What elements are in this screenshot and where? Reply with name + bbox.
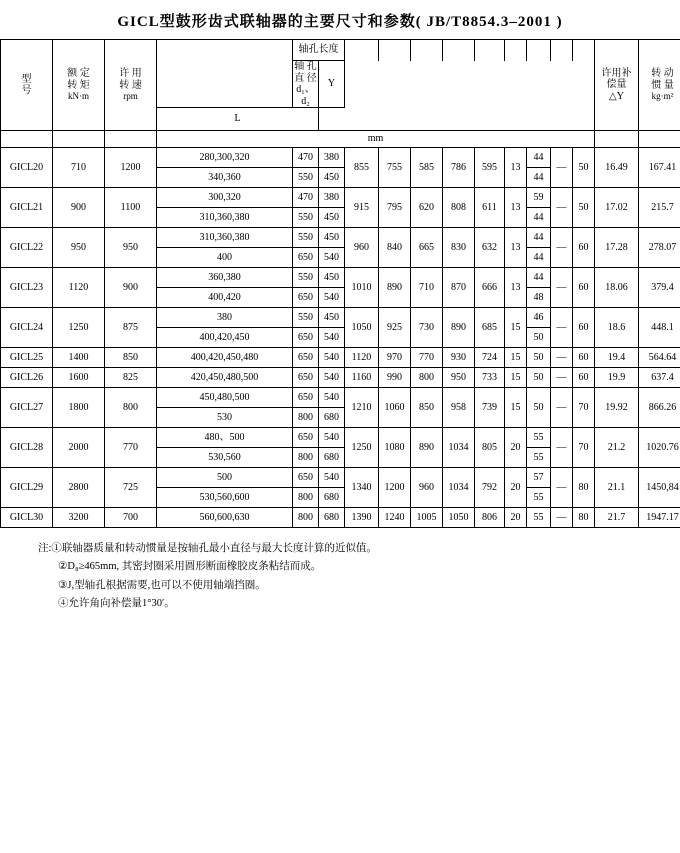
row-B: 950 (443, 368, 475, 388)
row-allowable-compensation: 18.06 (595, 268, 639, 308)
row-A: 724 (475, 348, 505, 368)
unit-blank-type (1, 131, 53, 148)
row-B: 870 (443, 268, 475, 308)
table-body (1, 148, 680, 528)
row-D: 1160 (345, 368, 379, 388)
row-inertia: 1450,84 (639, 468, 680, 508)
row-C: 20 (505, 508, 527, 528)
note-item-0: ①联轴器质量和转动惯量是按轴孔最小直径与最大长度计算的近似值。 (51, 543, 377, 554)
row-C: 13 (505, 268, 527, 308)
row-C1: 50 (527, 348, 551, 368)
row-bore-diameter: 530,560,600 (157, 488, 293, 508)
row-C: 13 (505, 188, 527, 228)
row-C: 15 (505, 388, 527, 428)
row-bore-length-jz: 540 (319, 388, 345, 408)
row-allowable-compensation: 21.1 (595, 468, 639, 508)
row-e: 60 (573, 308, 595, 348)
header-torque-unit: kN·m (53, 91, 104, 101)
row-bore-length-jz: 680 (319, 408, 345, 428)
row-D2: 1005 (411, 508, 443, 528)
header-type-line1: 型 (1, 74, 52, 86)
row-bore-diameter: 310,360,380 (157, 208, 293, 228)
header-inertia-unit: kg·m² (639, 91, 680, 101)
row-B: 930 (443, 348, 475, 368)
row-D1: 890 (379, 268, 411, 308)
row-allowable-compensation: 19.4 (595, 348, 639, 368)
row-D1: 795 (379, 188, 411, 228)
row-bore-diameter: 500 (157, 468, 293, 488)
header-bore-len-y: Y (319, 61, 345, 108)
row-B: 958 (443, 388, 475, 428)
header-type (1, 40, 53, 131)
note-line-3 (58, 595, 680, 613)
row-e: 60 (573, 268, 595, 308)
row-speed: 950 (105, 228, 157, 268)
header-allowable-compensation (595, 40, 639, 131)
page-title: GICL型鼓形齿式联轴器的主要尺寸和参数( JB/T8854.3–2001 ) (0, 10, 680, 31)
row-bore-length-y: 470 (293, 148, 319, 168)
row-speed: 825 (105, 368, 157, 388)
row-torque: 3200 (53, 508, 105, 528)
row-D2: 620 (411, 188, 443, 228)
row-C1: 44 (527, 268, 551, 288)
row-C1: 44 (527, 228, 551, 248)
row-inertia: 215.7 (639, 188, 680, 228)
row-inertia: 1020.76 (639, 428, 680, 468)
row-C2: — (551, 468, 573, 508)
row-bore-length-y: 650 (293, 368, 319, 388)
note-line-2 (58, 577, 680, 595)
header-speed-line1: 许 用 (105, 68, 156, 80)
row-C2: — (551, 388, 573, 428)
row-C: 13 (505, 228, 527, 268)
row-C1: 48 (527, 288, 551, 308)
unit-blank-speed (105, 131, 157, 148)
table-row (1, 348, 680, 368)
row-bore-diameter: 400,420 (157, 288, 293, 308)
row-e: 60 (573, 368, 595, 388)
row-bore-diameter: 300,320 (157, 188, 293, 208)
row-bore-diameter: 400 (157, 248, 293, 268)
row-B: 890 (443, 308, 475, 348)
row-bore-length-jz: 540 (319, 288, 345, 308)
row-bore-length-y: 650 (293, 468, 319, 488)
row-D1: 1200 (379, 468, 411, 508)
row-C1: 50 (527, 388, 551, 428)
row-bore-diameter: 280,300,320 (157, 148, 293, 168)
row-speed: 1200 (105, 148, 157, 188)
header-speed-unit: rpm (105, 91, 156, 101)
row-type: GICL23 (1, 268, 53, 308)
row-bore-length-y: 650 (293, 428, 319, 448)
row-torque: 1800 (53, 388, 105, 428)
header-a-spacer (475, 40, 505, 61)
row-C2: — (551, 368, 573, 388)
row-bore-diameter: 400,420,450 (157, 328, 293, 348)
row-torque: 2800 (53, 468, 105, 508)
header-bore-spacer (157, 40, 293, 61)
row-bore-diameter: 530 (157, 408, 293, 428)
row-C: 20 (505, 428, 527, 468)
row-D2: 960 (411, 468, 443, 508)
row-D1: 840 (379, 228, 411, 268)
note-item-2: ③J,型轴孔根据需要,也可以不使用轴端挡圈。 (58, 580, 266, 591)
row-bore-length-y: 800 (293, 508, 319, 528)
row-B: 1034 (443, 468, 475, 508)
row-type: GICL27 (1, 388, 53, 428)
row-inertia: 866.26 (639, 388, 680, 428)
notes-label: 注: (38, 540, 51, 558)
row-bore-diameter: 360,380 (157, 268, 293, 288)
table-row (1, 188, 680, 208)
page (0, 10, 680, 853)
row-torque: 1400 (53, 348, 105, 368)
row-A: 685 (475, 308, 505, 348)
row-bore-length-y: 800 (293, 488, 319, 508)
header-bore-dia-line1: 轴 孔 直 径 (293, 61, 318, 84)
header-inertia-line2: 惯 量 (639, 80, 680, 92)
row-A: 611 (475, 188, 505, 228)
row-D: 1340 (345, 468, 379, 508)
row-e: 70 (573, 428, 595, 468)
row-bore-length-y: 470 (293, 188, 319, 208)
row-bore-length-jz: 450 (319, 268, 345, 288)
row-inertia: 448.1 (639, 308, 680, 348)
specification-table (0, 39, 680, 528)
row-e: 60 (573, 348, 595, 368)
row-D: 1010 (345, 268, 379, 308)
row-bore-length-jz: 380 (319, 188, 345, 208)
header-torque-line2: 转 矩 (53, 80, 104, 92)
row-D: 1210 (345, 388, 379, 428)
table-row (1, 388, 680, 408)
row-D1: 970 (379, 348, 411, 368)
row-C1: 50 (527, 368, 551, 388)
header-bore-length-group: 轴孔长度 (293, 40, 345, 61)
row-D: 1050 (345, 308, 379, 348)
row-torque: 710 (53, 148, 105, 188)
row-B: 786 (443, 148, 475, 188)
row-C1: 50 (527, 328, 551, 348)
row-type: GICL29 (1, 468, 53, 508)
row-D1: 1240 (379, 508, 411, 528)
row-bore-diameter: 420,450,480,500 (157, 368, 293, 388)
row-bore-length-jz: 540 (319, 468, 345, 488)
header-torque (53, 40, 105, 131)
row-C: 13 (505, 148, 527, 188)
row-bore-length-jz: 450 (319, 168, 345, 188)
row-type: GICL21 (1, 188, 53, 228)
table-row (1, 428, 680, 448)
row-torque: 1600 (53, 368, 105, 388)
header-inertia (639, 40, 680, 131)
row-speed: 725 (105, 468, 157, 508)
row-C1: 44 (527, 148, 551, 168)
row-bore-diameter: 560,600,630 (157, 508, 293, 528)
row-D2: 850 (411, 388, 443, 428)
row-D: 1250 (345, 428, 379, 468)
row-A: 739 (475, 388, 505, 428)
row-type: GICL30 (1, 508, 53, 528)
table-row (1, 148, 680, 168)
row-bore-length-jz: 540 (319, 368, 345, 388)
header-bore-dia-line2: d₁、d₂ (293, 84, 318, 107)
row-A: 632 (475, 228, 505, 268)
row-D2: 585 (411, 148, 443, 188)
header-type-line2: 号 (1, 85, 52, 97)
row-allowable-compensation: 17.02 (595, 188, 639, 228)
unit-blank-dy (595, 131, 639, 148)
row-speed: 875 (105, 308, 157, 348)
row-bore-length-y: 650 (293, 288, 319, 308)
header-d-spacer (345, 40, 379, 61)
table-row (1, 228, 680, 248)
row-A: 792 (475, 468, 505, 508)
table-row (1, 508, 680, 528)
header-b-spacer (443, 40, 475, 61)
row-e: 50 (573, 148, 595, 188)
row-C2: — (551, 508, 573, 528)
row-A: 806 (475, 508, 505, 528)
row-bore-diameter: 380 (157, 308, 293, 328)
header-d1-spacer (379, 40, 411, 61)
note-item-1: ②D₈≥465mm, 其密封圈采用圆形断面橡胶皮条粘结而成。 (58, 561, 321, 572)
row-D1: 925 (379, 308, 411, 348)
row-allowable-compensation: 19.92 (595, 388, 639, 428)
row-bore-length-jz: 680 (319, 448, 345, 468)
row-e: 70 (573, 388, 595, 428)
row-bore-length-y: 550 (293, 168, 319, 188)
row-bore-length-y: 650 (293, 388, 319, 408)
row-bore-length-jz: 380 (319, 148, 345, 168)
row-bore-length-jz: 450 (319, 208, 345, 228)
row-allowable-compensation: 18.6 (595, 308, 639, 348)
row-C2: — (551, 268, 573, 308)
row-type: GICL26 (1, 368, 53, 388)
row-C: 15 (505, 348, 527, 368)
row-C2: — (551, 148, 573, 188)
header-row-1 (1, 40, 680, 61)
row-C2: — (551, 308, 573, 348)
row-D1: 755 (379, 148, 411, 188)
row-D: 960 (345, 228, 379, 268)
header-bore-len-l: L (157, 108, 319, 131)
row-allowable-compensation: 17.28 (595, 228, 639, 268)
header-c-spacer (505, 40, 527, 61)
note-line-1 (58, 558, 680, 576)
header-e-spacer (573, 40, 595, 61)
row-bore-diameter: 530,560 (157, 448, 293, 468)
row-C1: 55 (527, 508, 551, 528)
row-bore-length-jz: 540 (319, 428, 345, 448)
row-type: GICL24 (1, 308, 53, 348)
row-bore-diameter: 310,360,380 (157, 228, 293, 248)
row-allowable-compensation: 21.2 (595, 428, 639, 468)
row-bore-diameter: 480、500 (157, 428, 293, 448)
row-allowable-compensation: 19.9 (595, 368, 639, 388)
row-torque: 1120 (53, 268, 105, 308)
row-C: 15 (505, 308, 527, 348)
row-D2: 730 (411, 308, 443, 348)
row-bore-length-y: 650 (293, 348, 319, 368)
row-C: 15 (505, 368, 527, 388)
table-row (1, 268, 680, 288)
row-type: GICL22 (1, 228, 53, 268)
row-B: 1034 (443, 428, 475, 468)
row-A: 805 (475, 428, 505, 468)
header-inertia-line1: 转 动 (639, 68, 680, 80)
row-bore-length-y: 550 (293, 268, 319, 288)
header-speed (105, 40, 157, 131)
row-speed: 700 (105, 508, 157, 528)
row-D2: 890 (411, 428, 443, 468)
unit-mm: mm (157, 131, 595, 148)
row-allowable-compensation: 16.49 (595, 148, 639, 188)
row-inertia: 167.41 (639, 148, 680, 188)
row-inertia: 637.4 (639, 368, 680, 388)
row-bore-diameter: 340,360 (157, 168, 293, 188)
row-bore-length-jz: 450 (319, 228, 345, 248)
header-speed-line2: 转 速 (105, 80, 156, 92)
table-row (1, 368, 680, 388)
row-C1: 55 (527, 488, 551, 508)
row-bore-length-jz: 540 (319, 328, 345, 348)
row-bore-length-y: 550 (293, 308, 319, 328)
header-d2-spacer (411, 40, 443, 61)
row-type: GICL28 (1, 428, 53, 468)
unit-blank-inertia (639, 131, 680, 148)
row-C2: — (551, 348, 573, 368)
unit-blank-torque (53, 131, 105, 148)
row-bore-diameter: 400,420,450,480 (157, 348, 293, 368)
row-e: 60 (573, 228, 595, 268)
row-D2: 800 (411, 368, 443, 388)
row-B: 1050 (443, 508, 475, 528)
row-torque: 1250 (53, 308, 105, 348)
row-speed: 770 (105, 428, 157, 468)
row-bore-diameter: 450,480,500 (157, 388, 293, 408)
note-line-0 (38, 540, 680, 558)
row-inertia: 379.4 (639, 268, 680, 308)
row-C1: 57 (527, 468, 551, 488)
table-row (1, 468, 680, 488)
row-inertia: 1947.17 (639, 508, 680, 528)
row-C1: 55 (527, 448, 551, 468)
row-bore-length-y: 650 (293, 248, 319, 268)
row-e: 80 (573, 468, 595, 508)
row-bore-length-y: 800 (293, 408, 319, 428)
row-e: 50 (573, 188, 595, 228)
header-c1-spacer (527, 40, 551, 61)
row-C1: 59 (527, 188, 551, 208)
row-inertia: 564.64 (639, 348, 680, 368)
row-B: 808 (443, 188, 475, 228)
row-D: 855 (345, 148, 379, 188)
row-C1: 44 (527, 248, 551, 268)
row-bore-length-y: 650 (293, 328, 319, 348)
unit-row-mm (1, 131, 680, 148)
table-row (1, 308, 680, 328)
row-C2: — (551, 228, 573, 268)
row-C1: 44 (527, 208, 551, 228)
row-allowable-compensation: 21.7 (595, 508, 639, 528)
row-D2: 770 (411, 348, 443, 368)
row-type: GICL20 (1, 148, 53, 188)
row-bore-length-jz: 540 (319, 348, 345, 368)
row-D1: 990 (379, 368, 411, 388)
row-C1: 44 (527, 168, 551, 188)
row-C2: — (551, 188, 573, 228)
row-speed: 800 (105, 388, 157, 428)
row-A: 666 (475, 268, 505, 308)
row-torque: 950 (53, 228, 105, 268)
row-bore-length-y: 550 (293, 208, 319, 228)
row-D2: 710 (411, 268, 443, 308)
notes-block (38, 540, 680, 614)
row-inertia: 278.07 (639, 228, 680, 268)
row-C2: — (551, 428, 573, 468)
row-speed: 850 (105, 348, 157, 368)
note-item-3: ④允许角向补偿量1°30′。 (58, 598, 175, 609)
row-bore-length-y: 800 (293, 448, 319, 468)
header-torque-line1: 额 定 (53, 68, 104, 80)
row-e: 80 (573, 508, 595, 528)
row-speed: 900 (105, 268, 157, 308)
row-D: 1390 (345, 508, 379, 528)
row-B: 830 (443, 228, 475, 268)
row-C: 20 (505, 468, 527, 508)
row-D2: 665 (411, 228, 443, 268)
row-bore-length-y: 550 (293, 228, 319, 248)
header-bore-diameter (293, 61, 319, 108)
header-c2-spacer (551, 40, 573, 61)
row-bore-length-jz: 450 (319, 308, 345, 328)
row-speed: 1100 (105, 188, 157, 228)
row-D1: 1080 (379, 428, 411, 468)
header-dy-line3: △Y (595, 91, 638, 103)
header-dy-line1: 许用补 (595, 68, 638, 80)
row-torque: 2000 (53, 428, 105, 468)
header-dy-line2: 偿量 (595, 79, 638, 91)
row-D: 915 (345, 188, 379, 228)
row-A: 733 (475, 368, 505, 388)
row-C1: 46 (527, 308, 551, 328)
row-bore-length-jz: 680 (319, 508, 345, 528)
row-D: 1120 (345, 348, 379, 368)
row-C1: 55 (527, 428, 551, 448)
row-A: 595 (475, 148, 505, 188)
row-torque: 900 (53, 188, 105, 228)
row-bore-length-jz: 540 (319, 248, 345, 268)
row-type: GICL25 (1, 348, 53, 368)
row-bore-length-jz: 680 (319, 488, 345, 508)
row-D1: 1060 (379, 388, 411, 428)
